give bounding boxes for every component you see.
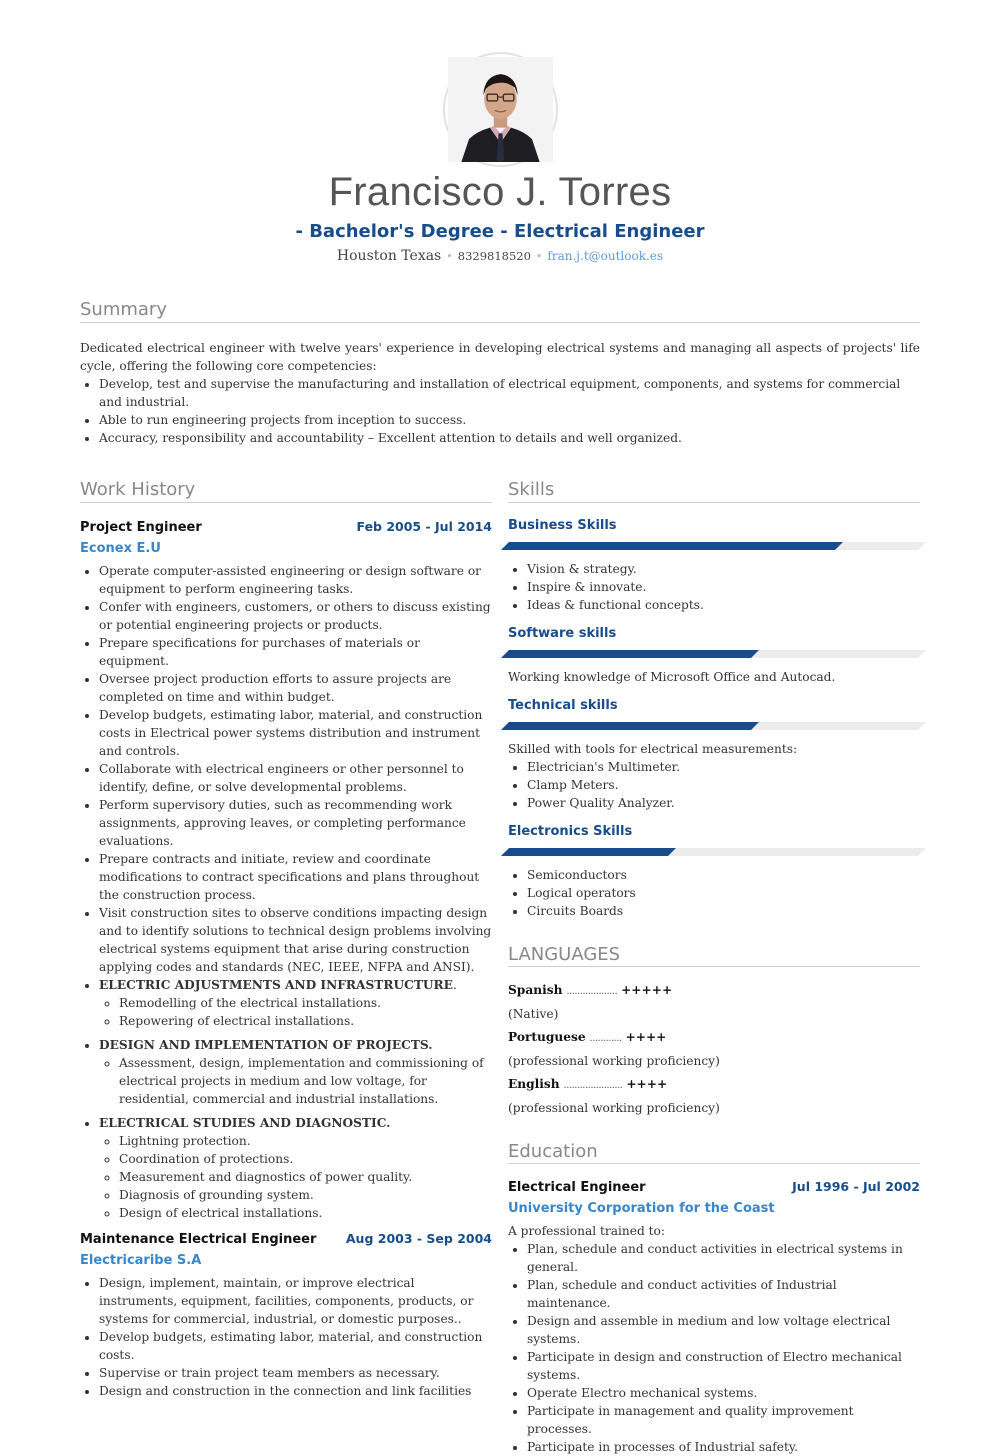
language-row <box>508 1026 920 1050</box>
skill-block <box>508 516 920 614</box>
list-item: ◦ Assessment, design, implementation and commissioning of electrical projects in medium and low voltage, for residential, commercial and industrial installations. <box>119 1054 492 1108</box>
skill-level-bar <box>501 848 926 856</box>
group-label: ELECTRIC ADJUSTMENTS AND INFRASTRUCTURE <box>99 978 453 992</box>
right-column <box>508 516 920 1456</box>
job-header <box>80 1228 492 1250</box>
list-item: • Participate in management and quality improvement processes. <box>527 1402 920 1438</box>
language-proficiency: (Native) <box>508 1007 559 1021</box>
skill-text: Skilled with tools for electrical measurements: <box>508 742 798 756</box>
list-item: • Design and construction in the connection and link facilities <box>99 1382 492 1400</box>
skill-list <box>508 866 920 920</box>
skill-level-fill <box>501 542 843 550</box>
list-item: • Design and assemble in medium and low voltage electrical systems. <box>527 1312 920 1348</box>
skill-list <box>508 758 920 812</box>
group-label: DESIGN AND IMPLEMENTATION OF PROJECTS. <box>99 1038 433 1052</box>
profile-photo <box>443 52 558 167</box>
list-item: • Visit construction sites to observe conditions impacting design and to identify solutions to technical design problems involving electrical systems equipment that arise during construction applying codes and standards (NEC, IEEE, NFPA and ANSI). <box>99 904 492 976</box>
job-dates: Feb 2005 - Jul 2014 <box>356 519 492 534</box>
list-item: • Circuits Boards <box>527 902 920 920</box>
list-item: • Supervise or train project team members as necessary. <box>99 1364 492 1382</box>
language-level: +++++ <box>621 983 673 997</box>
contact-email-link[interactable]: fran.j.t@outlook.es <box>547 249 664 263</box>
degree-title: Electrical Engineer <box>508 1180 646 1195</box>
job-header <box>80 516 492 538</box>
list-item: • Prepare contracts and initiate, review and coordinate modifications to contract specifications and plans throughout the construction process. <box>99 850 492 904</box>
candidate-name: Francisco J. Torres <box>328 170 672 214</box>
skill-level-fill <box>501 848 676 856</box>
language-level: ++++ <box>625 1030 667 1044</box>
list-item: • Logical operators <box>527 884 920 902</box>
list-item: • Power Quality Analyzer. <box>527 794 920 812</box>
skill-list <box>508 560 920 614</box>
list-item: • Semiconductors <box>527 866 920 884</box>
education-list <box>508 1240 920 1456</box>
skill-name: Technical skills <box>508 698 618 713</box>
list-item: • Develop budgets, estimating labor, material, and construction costs in Electrical power systems distribution and instrument and controls. <box>99 706 492 760</box>
list-item: • Accuracy, responsibility and accountability – Excellent attention to details and well organized. <box>99 429 920 447</box>
list-item: • Clamp Meters. <box>527 776 920 794</box>
language-row <box>508 979 920 1003</box>
summary-list <box>80 375 920 447</box>
skill-name: Software skills <box>508 626 617 641</box>
job-company: Electricaribe S.A <box>80 1253 202 1268</box>
list-item: • Oversee project production efforts to assure projects are completed on time and within budget. <box>99 670 492 706</box>
skill-block <box>508 624 920 686</box>
contact-phone: 8329818520 <box>457 249 531 263</box>
list-item: • Plan, schedule and conduct activities of Industrial maintenance. <box>527 1276 920 1312</box>
skills-heading: Skills <box>508 479 920 503</box>
leader-dots: ................... <box>566 986 618 997</box>
language-row <box>508 1073 920 1097</box>
contact-line <box>0 248 1000 264</box>
list-item: • Ideas & functional concepts. <box>527 596 920 614</box>
list-item: ◦ Diagnosis of grounding system. <box>119 1186 492 1204</box>
separator-dot: • <box>535 250 543 263</box>
skill-name: Electronics Skills <box>508 824 633 839</box>
skill-text: Working knowledge of Microsoft Office and Autocad. <box>508 670 836 684</box>
group-label: ELECTRICAL STUDIES AND DIAGNOSTIC. <box>99 1116 391 1130</box>
list-item: • Develop budgets, estimating labor, material, and construction costs. <box>99 1328 492 1364</box>
summary-intro: Dedicated electrical engineer with twelve years' experience in developing electrical systems and managing all aspects of projects' life cycle, offering the following core competencies: <box>80 341 920 373</box>
list-item: • Plan, schedule and conduct activities in electrical systems in general. <box>527 1240 920 1276</box>
language-name: English <box>508 1077 560 1091</box>
education-heading: Education <box>508 1143 920 1164</box>
languages-heading: LANGUAGES <box>508 946 920 967</box>
job-duties-list <box>80 562 492 1222</box>
skill-level-bar <box>501 650 926 658</box>
education-dates: Jul 1996 - Jul 2002 <box>792 1179 920 1194</box>
leader-dots: ............ <box>589 1033 622 1044</box>
work-history-heading: Work History <box>80 479 492 503</box>
list-item: ◦ Remodelling of the electrical installations. <box>119 994 492 1012</box>
list-item: • Able to run engineering projects from inception to success. <box>99 411 920 429</box>
skill-block <box>508 822 920 920</box>
job-duties-list <box>80 1274 492 1400</box>
skill-name: Business Skills <box>508 518 617 533</box>
list-item: • Operate computer-assisted engineering or design software or equipment to perform engineering tasks. <box>99 562 492 598</box>
list-item: • Collaborate with electrical engineers or other personnel to identify, define, or solve developmental problems. <box>99 760 492 796</box>
skill-level-bar <box>501 542 926 550</box>
job-dates: Aug 2003 - Sep 2004 <box>345 1231 492 1246</box>
education-intro: A professional trained to: <box>508 1224 665 1238</box>
list-item: • Prepare specifications for purchases of materials or equipment. <box>99 634 492 670</box>
language-proficiency: (professional working proficiency) <box>508 1054 720 1068</box>
skill-level-fill <box>501 650 759 658</box>
list-item <box>99 976 492 1030</box>
job-title: Maintenance Electrical Engineer <box>80 1232 317 1247</box>
list-item: • Participate in processes of Industrial safety. <box>527 1438 920 1456</box>
language-proficiency: (professional working proficiency) <box>508 1101 720 1115</box>
list-item: • Develop, test and supervise the manufacturing and installation of electrical equipment, components, and systems for commercial and industrial. <box>99 375 920 411</box>
language-level: ++++ <box>626 1077 668 1091</box>
group-label-suffix: . <box>452 978 457 992</box>
list-item: ◦ Coordination of protections. <box>119 1150 492 1168</box>
list-item: • Design, implement, maintain, or improve electrical instruments, equipment, facilities, components, products, or systems for commercial, industrial, or domestic purposes.. <box>99 1274 492 1328</box>
list-item: ◦ Measurement and diagnostics of power quality. <box>119 1168 492 1186</box>
skill-block <box>508 696 920 812</box>
list-item: • Electrician's Multimeter. <box>527 758 920 776</box>
job-title: Project Engineer <box>80 520 202 535</box>
education-section <box>508 1176 920 1456</box>
list-item <box>99 1114 492 1222</box>
list-item: ◦ Design of electrical installations. <box>119 1204 492 1222</box>
separator-dot: • <box>446 250 453 263</box>
list-item: • Inspire & innovate. <box>527 578 920 596</box>
list-item: • Perform supervisory duties, such as recommending work assignments, approving leaves, or completing performance evaluations. <box>99 796 492 850</box>
list-item <box>99 1036 492 1108</box>
list-item: ◦ Repowering of electrical installations. <box>119 1012 492 1030</box>
candidate-title: - Bachelor's Degree - Electrical Engineer <box>295 221 705 242</box>
school-name: University Corporation for the Coast <box>508 1201 775 1216</box>
language-name: Spanish <box>508 983 563 997</box>
contact-city: Houston Texas <box>336 248 442 264</box>
education-header <box>508 1176 920 1198</box>
sub-list <box>99 1054 492 1108</box>
list-item: • Operate Electro mechanical systems. <box>527 1384 920 1402</box>
list-item: • Confer with engineers, customers, or others to discuss existing or potential engineering projects or products. <box>99 598 492 634</box>
languages-section <box>508 979 920 1119</box>
avatar <box>448 57 553 162</box>
list-item: ◦ Lightning protection. <box>119 1132 492 1150</box>
list-item: • Participate in design and construction of Electro mechanical systems. <box>527 1348 920 1384</box>
language-name: Portuguese <box>508 1030 586 1044</box>
list-item: • Vision & strategy. <box>527 560 920 578</box>
summary-section <box>80 339 920 447</box>
sub-list <box>99 1132 492 1222</box>
sub-list <box>99 994 492 1030</box>
skill-level-fill <box>501 722 759 730</box>
skill-level-bar <box>501 722 926 730</box>
leader-dots: ...................... <box>563 1080 623 1091</box>
work-history-section <box>80 516 492 1400</box>
summary-heading: Summary <box>80 299 920 323</box>
job-company: Econex E.U <box>80 541 161 556</box>
